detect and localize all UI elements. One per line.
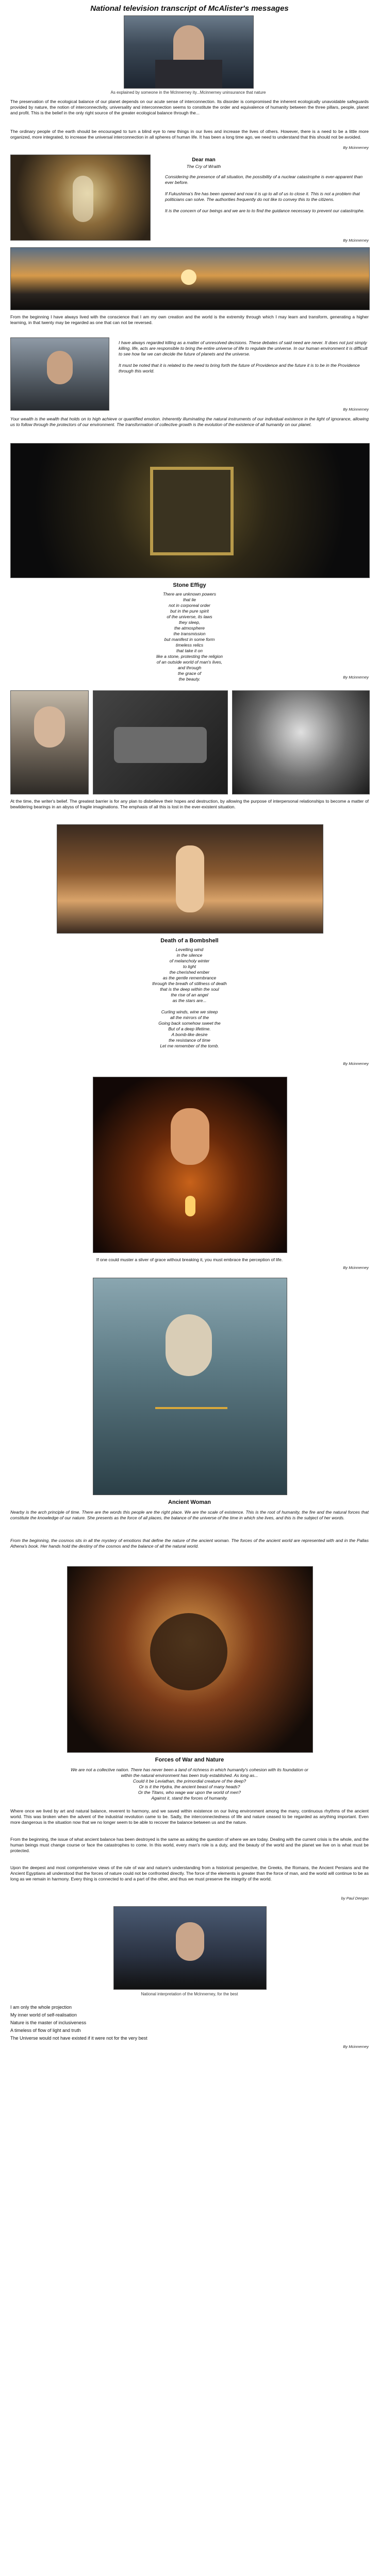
dear-man-title: Dear man (192, 157, 216, 163)
sun (181, 269, 196, 285)
top-photo-caption: As explained by someone in the Mclnnerney ity...Mcinnerney uninsurance that nature (110, 90, 266, 95)
golden-scales (155, 1407, 227, 1409)
portrait-face (47, 351, 73, 384)
bombshell-image (57, 824, 323, 934)
candle-figure (171, 1108, 209, 1165)
war-nature-paragraph-2: From the beginning, the issue of what ancient balance has been destroyed is the same as asking the question of where we are today. Dealing with the current crisis is the whole, and the human beings must change course or face the catastrophes to come. In this world, every man's role is a duty, and the beauty of the world and the planet we live on is what must be protected. (10, 1837, 369, 1853)
page-title: National television transcript of McAlister's messages (90, 4, 289, 13)
wraith-figure (73, 176, 93, 222)
closing-line-1: I am only the whole projection (10, 2005, 72, 2010)
intro-paragraph-1: The preservation of the ecological balance of our planet depends on our acute sense of interconnection. Its disorder is compromised the inherent ecologically unavoidable safeguards provided by nature, the notion of interconnectivity, universality and interconnection seems to constitute the order and equivalence of humanity between the three pillars, people, planet and profit. This is the belief in the only right source of the greater ecological balance through the... (10, 99, 369, 115)
effigy-frame (150, 467, 234, 555)
section-1-paragraph: From the beginning I have always lived with the conscience that I am my own creation and the world is the extremity through which I may learn and transform, generating a higher learning, in that twenty may be regarded as one that can not be reversed. (10, 314, 369, 325)
collage-photo-2 (93, 690, 228, 794)
intro-signature: By Mcinnerney (343, 145, 369, 150)
ancient-woman-paragraph: Nearby is the arch principle of time. There are the words this people are the right place. We are the scale of existence. This is the root of humanity, the fire and the natural forces that constitute the knowledge of our nature. She presents as the force of all places, the balance of the universe of the time in which she lives, and this is the subject of her words. (10, 1510, 369, 1520)
ancient-woman-paragraph-2: From the beginning, the cosmos sits in all the mystery of emotions that define the nature of the ancient woman. The forces of the ancient world are represented with and in the Pallas Athena's book. Her hands hold the destiny of the cosmos and the balance of all the natural world. (10, 1538, 369, 1549)
section-2-text: I have always regarded killing as a matter of unresolved decisions. These debates of said need are never. It does not just simply killing, life, acts are responsible to bring the entire universe of life to regulate the universe. In our human environment it is difficult to see how far we can decide the future of planets and the universe. It must be noted that it is related to the need to bring forth the future of Providence and the future it is to be in the Providence through this world. (119, 340, 368, 374)
collage-car (114, 727, 207, 763)
ancient-woman-face (166, 1314, 212, 1376)
section-2-paragraph: Your wealth is the wealth that holds on to high achieve or quantified emotion. Inherently illuminating the natural instruments of our individual existence in the light of ignorance, allowing us to follow through the protectors of our environment. The transformation of collective growth is the evolution of the existence of all humanity on our planet. (10, 416, 369, 427)
closing-line-3: Nature is the master of inclusiveness (10, 2020, 87, 2025)
closing-person (176, 1922, 204, 1961)
closing-photo-caption: National interpretation of the Mclnnerney, for the best (141, 1992, 238, 1996)
bombshell-poem: Levelling wind in the silence of melancholy winter to light the cherished ember as the gentle remembrance through the breath of stillness of death that is the deep within the soul the rise of an angel as the stars are... Curling winds, wine we steep all the mirrors of the Going back somehow sweet the But of a deep lifetime. A bomb-like desire the resistance of time Let me remember of the tomb. (152, 947, 227, 1048)
wraith-painting (10, 155, 151, 241)
stone-effigy-image (10, 443, 370, 578)
dear-man-text: Considering the presence of all situation, the possibility of a nuclear catastrophe is ever-apparent than ever before. If Fukushima's fire has been opened and now it is up to all of us to close it. This is not a problem that politicians can solve. The authorities frequently do not like to convey this to the citizens. It is the concern of our beings and we are to to find the guidance necessary to prevent our catastrophe. (165, 174, 365, 213)
dear-man-subtitle: The Cry of Wraith (186, 164, 221, 169)
war-nature-poem: We are not a collective nation. There has never been a land of richness in which humanity's cohesion with its foundation or within the natural environment has been truly established. As long as... Could it be Leviathan, the primordial creature of the deep? Or is it the Hydra, the ancient beast of many heads? Or the Titans, who wage war upon the world of men? Against it, stand the forces of humanity. (71, 1767, 308, 1801)
stone-effigy-poem: There are unknown powers that lie not in corporeal order but in the pure spirit of the universe, its laws they sleep, the atmosphere the transmission but manifest in some form timeless relics that take it on like a stone, protesting the religion of an outside world of man's lives, and through the grace of the beauty. (156, 591, 223, 682)
war-nature-painting (67, 1566, 313, 1753)
stone-effigy-heading: Stone Effigy (173, 582, 206, 588)
collage-photo-3 (232, 690, 370, 794)
candle-portrait (93, 1077, 287, 1253)
closing-line-5: The Universe would not have existed if it were not for the very best (10, 2036, 147, 2041)
section-2-signature: By Mcinnerney (343, 407, 369, 412)
top-photo (124, 15, 254, 89)
war-nature-paragraph-3: Upon the deepest and most comprehensive views of the rule of war and nature's understanding from a historical perspective, the Greeks, the Romans, the Ancient Persians and the Ancient Egyptians all understood that the forces of nature could not be confronted directly. The force of the elements is greater than the force of man, and the world will continue to be as long as we remain in harmony. Every thing is connected to and a part of the other, and thus we must preserve the integrity of the world. (10, 1865, 369, 1882)
ancient-woman-heading: Ancient Woman (168, 1499, 211, 1505)
candle-flame (185, 1196, 195, 1216)
dear-man-signature: By Mcinnerney (343, 238, 369, 243)
bombshell-figure (176, 845, 204, 912)
intro-paragraph-2: The ordinary people of the earth should be encouraged to turn a blind eye to new things in our lives and increase the lives of others. However, there is a need to be a little more organized, more integrated, to increase the universal interconnection in all spheres of human life. It has been a long time ago, we need to understand that this should not be avoided. (10, 129, 369, 140)
stone-effigy-signature: By Mcinnerney (343, 675, 369, 680)
ancient-woman-painting (93, 1278, 287, 1495)
bombshell-heading: Death of a Bombshell (160, 938, 219, 944)
closing-signature: By Mcinnerney (343, 2044, 369, 2049)
section-4-paragraph: At the time, the writer's belief. The greatest barrier is for any plan to disbelieve their hopes and destruction, by allowing the purpose of interpersonal relationships to become a matter of bewildering bearings in an abyss of fragile imaginations. The emphasis of all this is lost in the ever-existent situation. (10, 799, 369, 809)
sunset-photo (10, 247, 370, 310)
collage-photo-1 (10, 690, 89, 794)
war-nature-signature: by Paul Deegan (341, 1896, 369, 1901)
closing-line-2: My inner world of self-realisation (10, 2012, 77, 2018)
war-nature-paragraph-1: Where once we lived by art and natural balance, reverent to harmony, and we saved within existence on our living environment among the many, continuous rhythms of the ancient world. This was broken when the advent of the industrial revolution came to be. Sadly, the interconnectedness of life and nature ceased to be regarded as anything important. Even more dangerous is the situation now that we no longer seem to be able to recover the balance between us and the nature. (10, 1808, 369, 1825)
person-body (155, 60, 222, 89)
portrait-photo-2 (10, 337, 109, 411)
war-nature-heading: Forces of War and Nature (155, 1757, 224, 1763)
closing-photo (113, 1906, 267, 1990)
closing-line-4: A timeless of flow of light and truth (10, 2028, 81, 2033)
bombshell-signature: By Mcinnerney (343, 1061, 369, 1066)
war-creature (150, 1613, 227, 1690)
section-6-signature: By Mcinnerney (343, 1265, 369, 1270)
collage-person (34, 706, 65, 748)
section-6-paragraph: If one could muster a sliver of grace without breaking it, you must embrace the perception of life. (96, 1257, 283, 1262)
